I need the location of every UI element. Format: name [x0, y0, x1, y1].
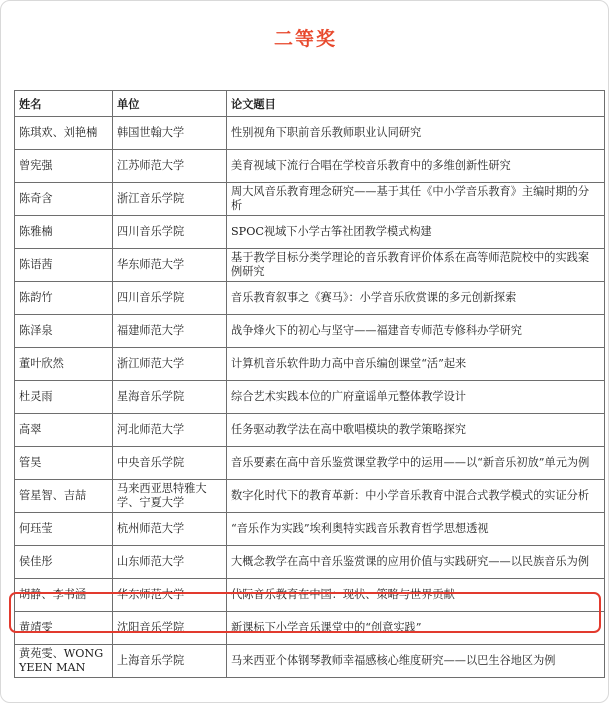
- author-name: 管星智、吉喆: [15, 480, 113, 513]
- paper-title: 性别视角下职前音乐教师职业认同研究: [227, 117, 605, 150]
- author-name: 胡静、李书涵: [15, 579, 113, 612]
- paper-title: 音乐教育叙事之《赛马》：小学音乐欣赏课的多元创新探索: [227, 282, 605, 315]
- author-institution: 浙江师范大学: [113, 348, 227, 381]
- table-row: [15, 315, 605, 348]
- paper-title: 新课标下小学音乐课堂中的“创意实践”: [227, 612, 605, 645]
- author-name: 董叶欣然: [15, 348, 113, 381]
- paper-title: 综合艺术实践本位的广府童谣单元整体教学设计: [227, 381, 605, 414]
- author-institution: 中央音乐学院: [113, 447, 227, 480]
- table-row: [15, 216, 605, 249]
- author-institution: 华东师范大学: [113, 579, 227, 612]
- author-institution: 江苏师范大学: [113, 150, 227, 183]
- author-name: 陈琪欢、刘艳楠: [15, 117, 113, 150]
- table-row: [15, 348, 605, 381]
- author-institution: 山东师范大学: [113, 546, 227, 579]
- paper-title: SPOC视域下小学古筝社团教学模式构建: [227, 216, 605, 249]
- table-row: [15, 150, 605, 183]
- table-row: [15, 645, 605, 678]
- author-institution: 河北师范大学: [113, 414, 227, 447]
- paper-title: 基于教学目标分类学理论的音乐教育评价体系在高等师范院校中的实践案例研究: [227, 249, 605, 282]
- table-row: [15, 183, 605, 216]
- author-institution: 四川音乐学院: [113, 216, 227, 249]
- paper-title: 计算机音乐软件助力高中音乐编创课堂“活”起来: [227, 348, 605, 381]
- table-row: [15, 546, 605, 579]
- author-institution: 上海音乐学院: [113, 645, 227, 678]
- author-name: 陈奇含: [15, 183, 113, 216]
- author-name: 黄靖雯: [15, 612, 113, 645]
- table-row: [15, 282, 605, 315]
- table-row: [15, 612, 605, 645]
- author-institution: 韩国世翰大学: [113, 117, 227, 150]
- author-institution: 马来西亚思特雅大学、宁夏大学: [113, 480, 227, 513]
- author-institution: 四川音乐学院: [113, 282, 227, 315]
- author-institution: 华东师范大学: [113, 249, 227, 282]
- paper-title: 大概念教学在高中音乐鉴赏课的应用价值与实践研究——以民族音乐为例: [227, 546, 605, 579]
- paper-title: 周大风音乐教育理念研究——基于其任《中小学音乐教育》主编时期的分析: [227, 183, 605, 216]
- author-name: 侯佳彤: [15, 546, 113, 579]
- table-row: [15, 480, 605, 513]
- author-name: 陈泽泉: [15, 315, 113, 348]
- award-table: [14, 90, 605, 678]
- paper-title: 美育视域下流行合唱在学校音乐教育中的多维创新性研究: [227, 150, 605, 183]
- table-row: [15, 117, 605, 150]
- author-institution: 杭州师范大学: [113, 513, 227, 546]
- table-header-row: [15, 91, 605, 117]
- table-row-highlighted: [15, 579, 605, 612]
- award-title: 二等奖: [273, 28, 337, 50]
- paper-title: 音乐要素在高中音乐鉴赏课堂教学中的运用——以“新音乐初放”单元为例: [227, 447, 605, 480]
- header-title: 论文题目: [227, 91, 605, 117]
- author-name: 高翠: [15, 414, 113, 447]
- author-institution: 星海音乐学院: [113, 381, 227, 414]
- paper-title: 战争烽火下的初心与坚守——福建音专师范专修科办学研究: [227, 315, 605, 348]
- author-name: 陈雅楠: [15, 216, 113, 249]
- author-name: 曾宪强: [15, 150, 113, 183]
- paper-title: “音乐作为实践”埃利奥特实践音乐教育哲学思想透视: [227, 513, 605, 546]
- header-institution: 单位: [113, 91, 227, 117]
- author-name: 何珏莹: [15, 513, 113, 546]
- author-institution: 福建师范大学: [113, 315, 227, 348]
- author-institution: 浙江音乐学院: [113, 183, 227, 216]
- table-row: [15, 447, 605, 480]
- author-name: 陈韵竹: [15, 282, 113, 315]
- paper-title: 任务驱动教学法在高中歌唱模块的教学策略探究: [227, 414, 605, 447]
- paper-title: 数字化时代下的教育革新：中小学音乐教育中混合式教学模式的实证分析: [227, 480, 605, 513]
- table-row: [15, 513, 605, 546]
- author-name: 管昊: [15, 447, 113, 480]
- author-institution: 沈阳音乐学院: [113, 612, 227, 645]
- table-row: [15, 249, 605, 282]
- table-row: [15, 381, 605, 414]
- author-name: 陈语茜: [15, 249, 113, 282]
- author-name: 黄苑雯、WONG YEEN MAN: [15, 645, 113, 678]
- author-name: 杜灵雨: [15, 381, 113, 414]
- table-row: [15, 414, 605, 447]
- header-name: 姓名: [15, 91, 113, 117]
- paper-title: 代际音乐教育在中国：现状、策略与世界贡献: [227, 579, 605, 612]
- paper-title: 马来西亚个体钢琴教师幸福感核心维度研究——以巴生谷地区为例: [227, 645, 605, 678]
